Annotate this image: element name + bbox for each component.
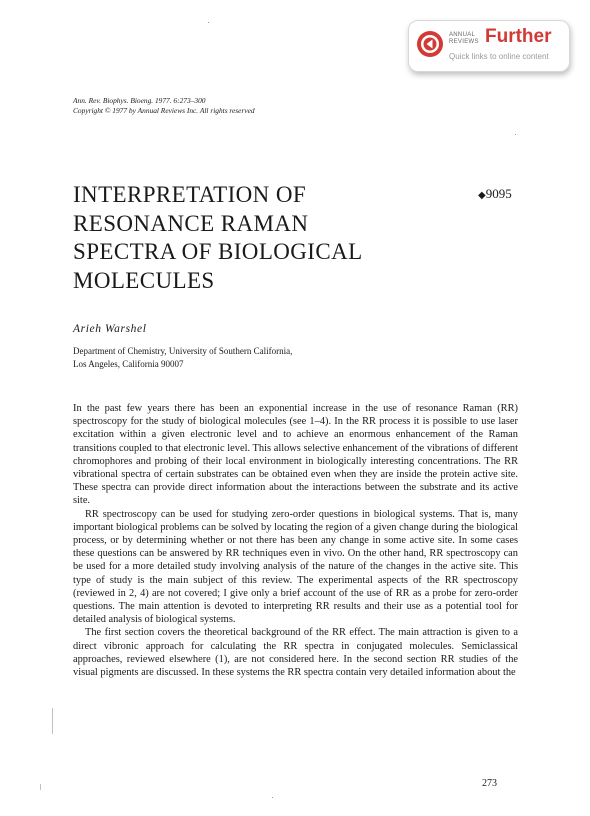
badge-annual-label: ANNUAL	[449, 32, 476, 38]
title-line: INTERPRETATION OF	[73, 182, 307, 207]
scan-speck	[515, 134, 516, 135]
journal-citation: Ann. Rev. Biophys. Bioeng. 1977. 6:273–300	[73, 96, 206, 105]
article-number: 9095	[485, 186, 512, 201]
copyright-notice: Copyright © 1977 by Annual Reviews Inc. All rights reserved	[73, 106, 255, 115]
affiliation-line: Los Angeles, California 90007	[73, 359, 184, 369]
badge-quick-links-text: Quick links to online content	[449, 52, 549, 61]
badge-further-label: Further	[485, 26, 552, 47]
article-title	[73, 181, 433, 295]
further-links-badge[interactable]	[408, 20, 570, 72]
badge-reviews-label: REVIEWS	[449, 39, 479, 45]
annual-reviews-further-icon	[417, 31, 443, 57]
diamond-icon: ◆	[478, 190, 486, 201]
article-body	[73, 402, 518, 679]
body-paragraph: RR spectroscopy can be used for studying zero-order questions in biological systems. That is, many important biological problems can be solved by locating the region of a given change during the biological process, or by determining whether or not there has been any change in some active site. In some cases these questions can be answered by RR techniques even in vivo. On the other hand, RR spectroscopy can be used for a more detailed study involving analysis of the nature of the changes in the active site. This type of study is the main subject of this review. The experimental aspects of the RR spectroscopy (reviewed in 2, 4) are not covered; I give only a brief account of the use of RR as a probe for zero-order questions. The main attention is devoted to interpreting RR results and their use as a potential tool for detailed analysis of biological systems.	[73, 508, 518, 626]
title-line: MOLECULES	[73, 267, 215, 293]
scan-speck	[208, 22, 209, 23]
scan-mark	[40, 784, 41, 790]
title-line: SPECTRA OF BIOLOGICAL	[73, 239, 363, 264]
affiliation-line: Department of Chemistry, University of Southern California,	[73, 346, 293, 356]
title-line: RESONANCE RAMAN	[73, 210, 309, 236]
author-name: Arieh Warshel	[73, 323, 147, 335]
scan-speck	[272, 797, 273, 798]
scan-mark	[52, 708, 53, 734]
page-number: 273	[482, 778, 497, 789]
article-code	[478, 186, 512, 204]
body-paragraph: The first section covers the theoretical background of the RR effect. The main attraction is given to a direct vibronic approach for calculating the RR spectra in conjugated molecules. Semiclassical approaches, reviewed elsewhere (1), are not considered here. In the second section RR studies of the visual pigments are discussed. In these systems the RR spectra contain very detailed information about the	[73, 627, 518, 679]
body-paragraph: In the past few years there has been an exponential increase in the use of resonance Raman (RR) spectroscopy for the study of biological molecules (see 1–4). In the RR process it is possible to use laser excitation within a given electronic level and to achieve an enormous enhancement of the Raman transitions coupled to that electronic level. This allows selective enhancement of the vibrations of different chromophores and probing of their local environment in biologically interesting concentrations. The RR vibrational spectra of certain substrates can be obtained even when they are inside the protein active site. These spectra can provide direct information about the interactions between the substrate and its active site.	[73, 403, 518, 507]
